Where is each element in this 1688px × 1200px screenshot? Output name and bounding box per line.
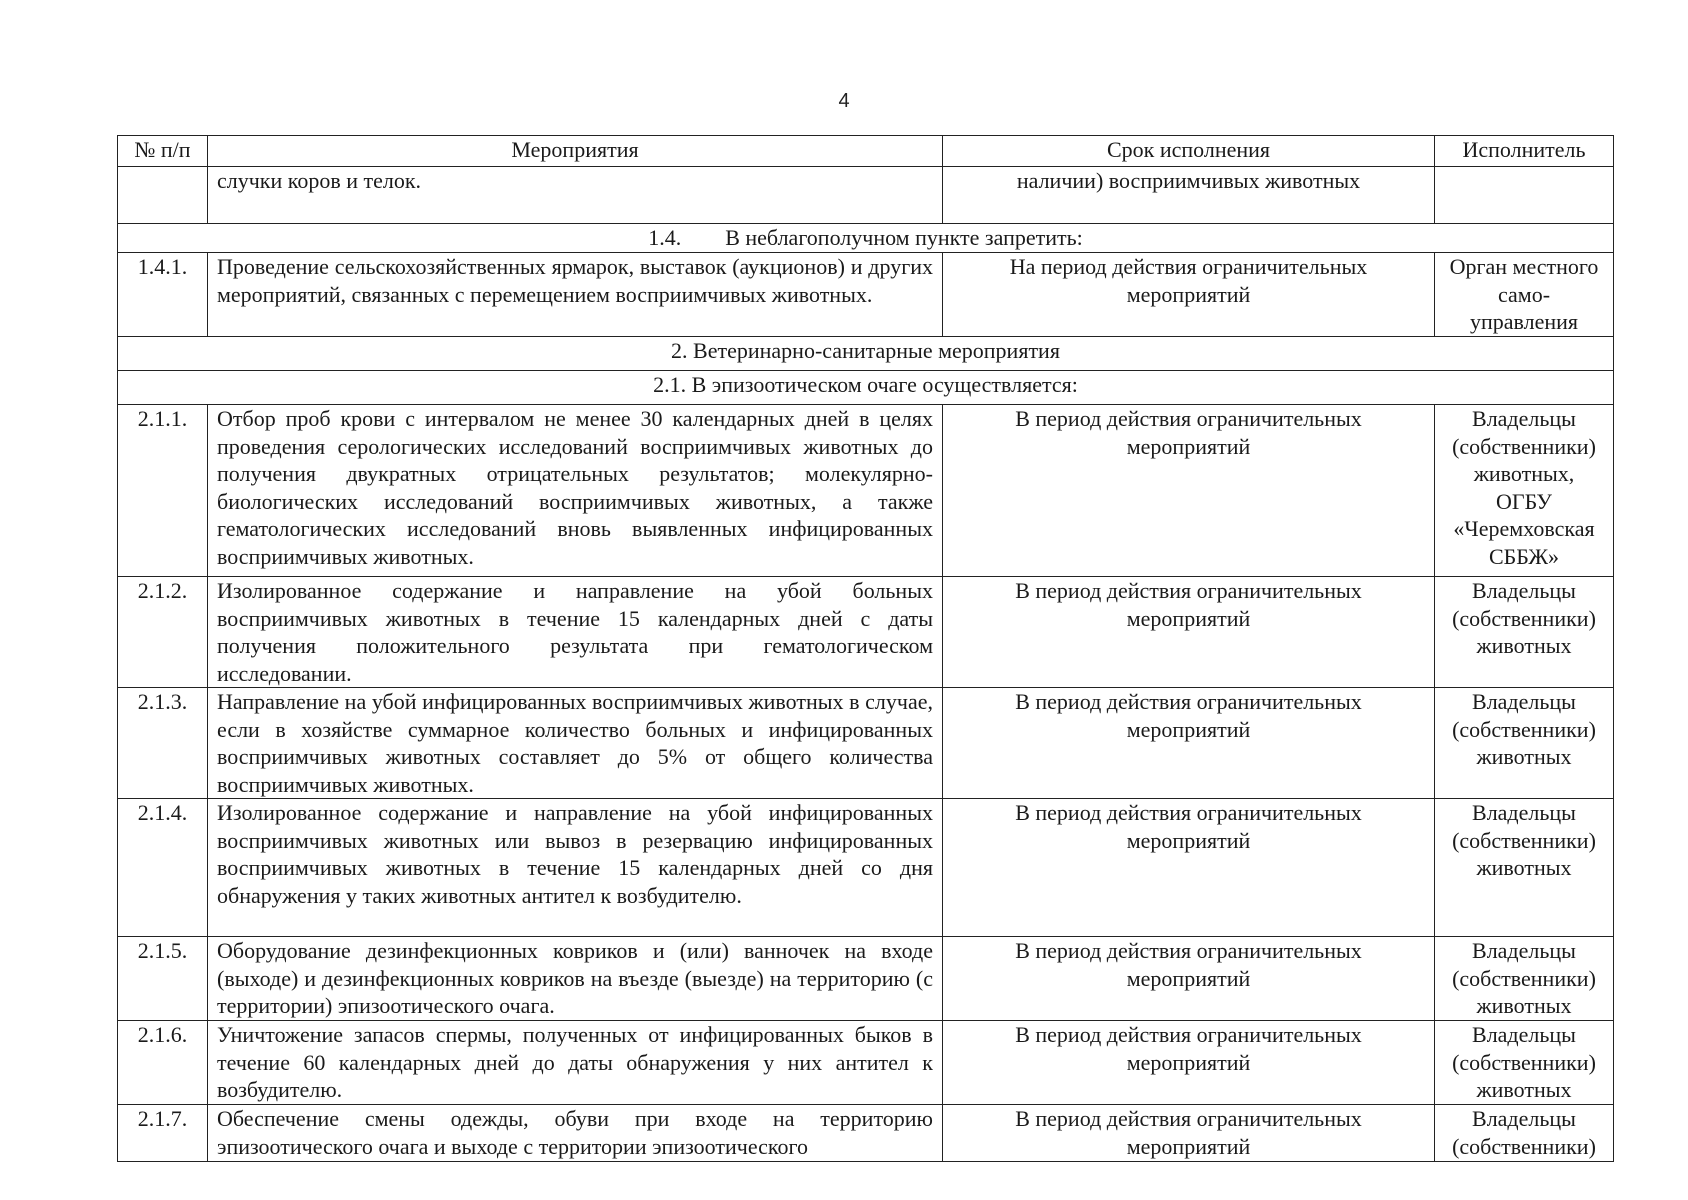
cell-term: В период действия ограничительных мероприятий <box>943 577 1435 688</box>
cell-num: 2.1.5. <box>118 937 208 1021</box>
cell-num: 1.4.1. <box>118 253 208 337</box>
cell-num: 2.1.2. <box>118 577 208 688</box>
section-heading-1-4: 1.4. В неблагополучном пункте запретить: <box>118 224 1614 253</box>
section-heading-2: 2. Ветеринарно-санитарные мероприятия <box>118 337 1614 371</box>
section-row-2 <box>118 337 1614 371</box>
column-header-term: Срок исполнения <box>943 136 1435 167</box>
cell-task: Уничтожение запасов спермы, полученных от инфицированных быков в течение 60 календарных дней до даты обнаружения у них антител к возбудителю. <box>208 1021 943 1105</box>
cell-num: 2.1.6. <box>118 1021 208 1105</box>
column-header-executor: Исполнитель <box>1435 136 1614 167</box>
cell-term: В период действия ограничительных мероприятий <box>943 405 1435 577</box>
measures-table <box>117 135 1614 1162</box>
section-row-1-4 <box>118 224 1614 253</box>
table-row <box>118 1105 1614 1162</box>
cell-executor: Владельцы (собственники) животных <box>1435 577 1614 688</box>
column-header-num: № п/п <box>118 136 208 167</box>
cell-executor: Владельцы (собственники) животных <box>1435 1021 1614 1105</box>
cell-term: В период действия ограничительных мероприятий <box>943 1021 1435 1105</box>
cell-executor: Орган местного само-управления <box>1435 253 1614 337</box>
cell-executor: Владельцы (собственники) животных <box>1435 799 1614 937</box>
table-row <box>118 937 1614 1021</box>
cell-executor: Владельцы (собственники) животных, ОГБУ «Черемховская СББЖ» <box>1435 405 1614 577</box>
column-header-task: Мероприятия <box>208 136 943 167</box>
cell-task: Изолированное содержание и направление на убой инфицированных восприимчивых животных или вывоз в резервацию инфицированных восприимчивых животных в течение 15 календарных дней со дня обнаружения у таких животных антител к возбудителю. <box>208 799 943 937</box>
cell-executor: Владельцы (собственники) животных <box>1435 937 1614 1021</box>
cell-executor <box>1435 167 1614 224</box>
cell-task: Оборудование дезинфекционных ковриков и (или) ванночек на входе (выходе) и дезинфекционных ковриков на въезде (выезде) на территорию (с территории) эпизоотического очага. <box>208 937 943 1021</box>
cell-num: 2.1.4. <box>118 799 208 937</box>
table-row <box>118 253 1614 337</box>
cell-term: В период действия ограничительных мероприятий <box>943 1105 1435 1162</box>
cell-task: Изолированное содержание и направление на убой больных восприимчивых животных в течение 15 календарных дней с даты получения положительного результата при гематологическом исследовании. <box>208 577 943 688</box>
page-number: 4 <box>838 90 850 112</box>
cell-term: В период действия ограничительных мероприятий <box>943 799 1435 937</box>
cell-num: 2.1.1. <box>118 405 208 577</box>
table-row <box>118 577 1614 688</box>
cell-task: Обеспечение смены одежды, обуви при входе на территорию эпизоотического очага и выходе с территории эпизоотического <box>208 1105 943 1162</box>
cell-term: В период действия ограничительных мероприятий <box>943 937 1435 1021</box>
cell-task: Отбор проб крови с интервалом не менее 30 календарных дней в целях проведения серологических исследований восприимчивых животных до получения двукратных отрицательных результатов; молекулярно-биологических исследований восприимчивых животных, а также гематологических исследований вновь выявленных инфицированных восприимчивых животных. <box>208 405 943 577</box>
cell-executor: Владельцы (собственники) животных <box>1435 688 1614 799</box>
table-header-row <box>118 136 1614 167</box>
table-row <box>118 1021 1614 1105</box>
cell-task: случки коров и телок. <box>208 167 943 224</box>
cell-executor: Владельцы (собственники) <box>1435 1105 1614 1162</box>
cell-task: Направление на убой инфицированных восприимчивых животных в случае, если в хозяйстве суммарное количество больных и инфицированных восприимчивых животных составляет до 5% от общего количества восприимчивых животных. <box>208 688 943 799</box>
cell-term: В период действия ограничительных мероприятий <box>943 688 1435 799</box>
cell-term: На период действия ограничительных мероприятий <box>943 253 1435 337</box>
cell-num <box>118 167 208 224</box>
section-row-2-1 <box>118 371 1614 405</box>
cell-num: 2.1.7. <box>118 1105 208 1162</box>
cell-term: наличии) восприимчивых животных <box>943 167 1435 224</box>
table-row <box>118 799 1614 937</box>
cell-task: Проведение сельскохозяйственных ярмарок, выставок (аукционов) и других мероприятий, связанных с перемещением восприимчивых животных. <box>208 253 943 337</box>
table-row <box>118 405 1614 577</box>
table-row <box>118 688 1614 799</box>
cell-num: 2.1.3. <box>118 688 208 799</box>
section-heading-2-1: 2.1. В эпизоотическом очаге осуществляется: <box>118 371 1614 405</box>
continued-row <box>118 167 1614 224</box>
